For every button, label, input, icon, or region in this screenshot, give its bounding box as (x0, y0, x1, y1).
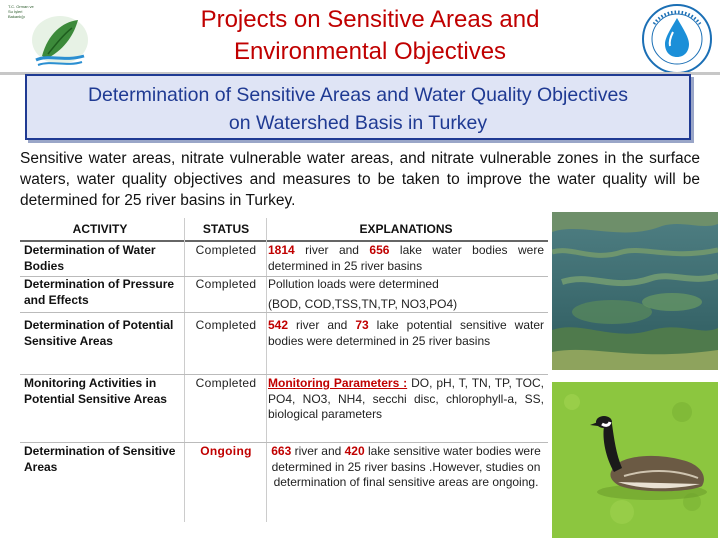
header-activity: ACTIVITY (72, 222, 128, 236)
status-cell: Completed (195, 318, 257, 332)
header-status: STATUS (202, 222, 250, 236)
explanation-cell (268, 318, 544, 349)
subtitle-line-2: on Watershed Basis in Turkey (228, 112, 488, 134)
explanation-text: lake water bodies were determined in 25 river basins (268, 243, 544, 273)
intro-paragraph: Sensitive water areas, nitrate vulnerable water areas, and nitrate vulnerable zones in the surface waters, water quality objectives and measures to be taken to improve the water quality will be determined for 25 river basins in Turkey. (20, 150, 700, 209)
explanation-text: DO, pH, T, TN, TP, TOC, PO4, NO3, NH4, secchi disc, chlorophyll-a, SS, biological parameters (268, 376, 544, 421)
status-cell: Ongoing (200, 444, 252, 458)
explanation-cell (268, 376, 544, 423)
explanation-text: lake potential sensitive water bodies were determined in 25 river basins (268, 318, 545, 348)
explanation-text: river and (288, 318, 356, 332)
lake-count: 73 (355, 318, 369, 332)
table-row (20, 312, 548, 375)
river-count: 663 (271, 444, 292, 458)
monitoring-label: Monitoring Parameters : (268, 376, 408, 390)
table-row (20, 242, 548, 277)
water-agency-logo (640, 2, 714, 76)
activity-cell: Determination of Water Bodies (24, 243, 156, 273)
subtitle-line-1: Determination of Sensitive Areas and Water Quality Objectives (87, 84, 629, 106)
header-explanations: EXPLANATIONS (359, 222, 453, 236)
goose-photo (552, 382, 718, 538)
explanation-text: river and (291, 444, 345, 458)
table-row (20, 442, 548, 522)
title-line-1: Projects on Sensitive Areas and (200, 6, 540, 33)
lake-count: 420 (344, 444, 365, 458)
title-line-2: Environmental Objectives (233, 38, 507, 65)
logo-text: T.C. Orman ve Su İşleri Bakanlığı (8, 4, 34, 19)
activity-cell: Monitoring Activities in Potential Sensitive Areas (24, 376, 167, 406)
table-row (20, 374, 548, 443)
river-count: 1814 (268, 243, 295, 257)
pollutant-list: (BOD, COD,TSS,TN,TP, NO3,PO4) (268, 296, 458, 311)
lake-photo (552, 212, 718, 370)
table-header (20, 218, 548, 242)
status-cell: Completed (195, 376, 257, 390)
status-cell: Completed (195, 243, 257, 257)
table-row (20, 276, 548, 313)
explanation-cell (268, 243, 544, 274)
explanation-cell (268, 277, 544, 312)
projects-table (20, 218, 548, 522)
activity-cell: Determination of Pressure and Effects (24, 277, 175, 307)
activity-cell: Determination of Sensitive Areas (24, 444, 176, 474)
ministry-logo (8, 4, 100, 72)
page-title (100, 4, 640, 68)
activity-cell: Determination of Potential Sensitive Areas (24, 318, 174, 348)
lake-count: 656 (369, 243, 390, 257)
explanation-text: Pollution loads were determined (268, 277, 439, 291)
subtitle-box (25, 74, 691, 140)
explanation-text: river and (294, 243, 370, 257)
river-count: 542 (268, 318, 289, 332)
status-cell: Completed (195, 277, 257, 291)
explanation-text: lake sensitive water bodies were determined in 25 river basins .However, studies on determination of final sensitive areas are ongoing. (271, 444, 541, 489)
explanation-cell (268, 444, 544, 491)
